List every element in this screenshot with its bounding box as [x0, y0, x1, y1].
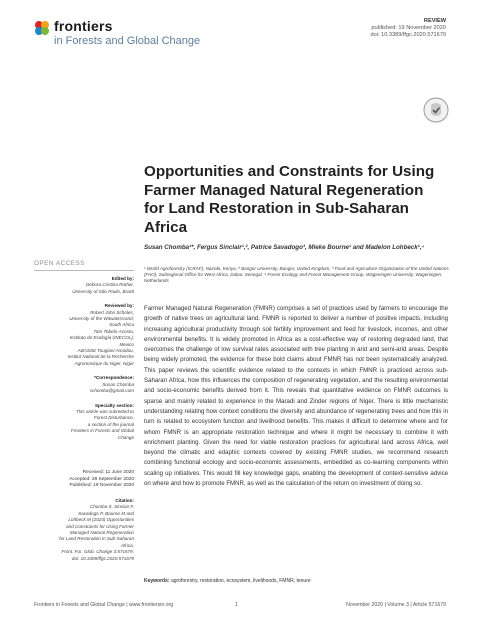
affiliations: ¹ World Agroforestry (ICRAF), Nairobi, Kenya, ² Bangor University, Bangor, United Kingdom, ³ Food and Agriculture Organization of the United Nations (FAO), Subregional Office for West Africa, Dakar, Senegal, ⁴ Forest Ecology and Forest Management Group, Wageningen University, Wageningen, Netherlands: [144, 266, 449, 284]
journal-name: in Forests and Global Change: [54, 35, 201, 47]
received-date: Received: 11 June 2020: [82, 470, 134, 475]
sidebar-citation: [34, 498, 134, 562]
specialty-label: Specialty section:: [94, 402, 134, 408]
correspondence-label: *Correspondence:: [94, 375, 134, 381]
article-type: REVIEW: [423, 18, 446, 24]
sidebar-divider: [34, 270, 134, 271]
citation-text: Chomba S, Sinclair F, Savadogo P, Bourne M and Lohbeck M (2020) Opportunities and Constraints for Using Farmer Managed Natural Regeneration for Land Restoration in Sub-Saharan Africa. Front. For. Glob. Change 3:571679. doi: 10.3389/ffgc.2020.571679: [59, 504, 134, 561]
article-title: Opportunities and Constraints for Using Farmer Managed Natural Regeneration for Land Restoration in Sub-Saharan Africa: [144, 163, 435, 236]
correspondence[interactable]: Susan Chomba schomba@gmail.com: [89, 381, 134, 394]
edited-by: Debora Cristina Rother, University of São Paulo, Brazil: [72, 282, 134, 294]
specialty-section: This article was submitted to Forest Disturbance, a section of the journal Frontiers in Forests and Global Change: [70, 408, 134, 440]
footer-journal[interactable]: Frontiers in Forests and Global Change | www.frontiersin.org: [34, 602, 174, 608]
keywords-label: Keywords:: [144, 578, 170, 584]
check-for-updates-icon[interactable]: [423, 97, 449, 123]
frontiers-logo-icon: [34, 20, 50, 36]
reviewed-by: Robert John Scholes, University of the Witwatersrand, South Africa Taïn Tobelo-Acosta, Instituto de Ecología (INECOL), Mexico ABASSE Tougiani Amadou, Institut National de la Recherche Agronomique du Niger, Niger: [67, 309, 134, 366]
sidebar-editorial: [34, 276, 134, 449]
article-dates: [34, 470, 134, 490]
doi-link[interactable]: doi: 10.3389/ffgc.2020.571679: [370, 32, 446, 38]
keywords: [144, 578, 448, 584]
page-number: 1: [235, 602, 238, 608]
keywords-list: agroforestry, restoration, ecosystem, livelihoods, FMNR, tenure: [170, 578, 311, 584]
article-meta: [371, 18, 446, 39]
citation-label: Citation:: [115, 498, 134, 503]
published-date-sidebar: Published: 19 November 2020: [69, 483, 134, 489]
edited-by-label: Edited by:: [111, 276, 134, 281]
open-access-label: OPEN ACCESS: [34, 260, 85, 267]
accepted-date: Accepted: 28 September 2020: [69, 476, 134, 482]
reviewed-by-label: Reviewed by:: [104, 303, 134, 309]
abstract-text: Farmer Managed Natural Regeneration (FMNR) comprises a set of practices used by farmers to encourage the growth of native trees on agricultural land. FMNR is reported to deliver a number of positive impacts, including increasing agricultural productivity through soil fertility improvement and feed for livestock, incomes, and other environmental benefits. It is widely promoted in Africa as a cost-effective way of restoring degraded land, that overcomes the challenge of low survival rates associated with tree planting in arid and semi-arid areas. Despite being widely promoted, the evidence for these bold claims about FMNR has not been systematically analyzed. This paper reviews the scientific evidence related to the contexts in which FMNR is practiced across sub-Saharan Africa, how this influences the composition of regenerating vegetation, and the resulting environmental and socio-economic benefits derived from it. This reveals that quantitative evidence on FMNR outcomes is sparse and mainly related to experience in the Maradi and Zinder regions of Niger. There is little mechanistic understanding relating how context conditions the diversity and abundance of regenerating trees and how this in turn is related to ecosystem function and livelihood benefits. This makes it difficult to determine where and for whom FMNR is an appropriate restoration technique and where it might be necessary to combine it with enrichment planting. Given the need for viable restoration practices for agricultural land across Africa, well beyond the climatic and edaphic contexts covered by existing FMNR studies, we recommend research combining functional ecology and socio-economic assessments, embedded as co-learning components within scaling up initiatives. This would fill key knowledge gaps, enabling the development of context-sensitive advice on where and how to promote FMNR, as well as the calculation of the return on investment of doing so.: [144, 305, 448, 488]
published-date: published: 19 November 2020: [371, 25, 446, 31]
footer-volume: November 2020 | Volume 3 | Article 571679: [346, 602, 446, 608]
journal-logo[interactable]: [34, 18, 234, 54]
brand-name: frontiers: [54, 18, 113, 34]
author-list: Susan Chomba¹*, Fergus Sinclair¹,², Patrice Savadogo³, Mieke Bourne¹ and Madelon Lohbeck¹,⁴: [144, 244, 425, 251]
